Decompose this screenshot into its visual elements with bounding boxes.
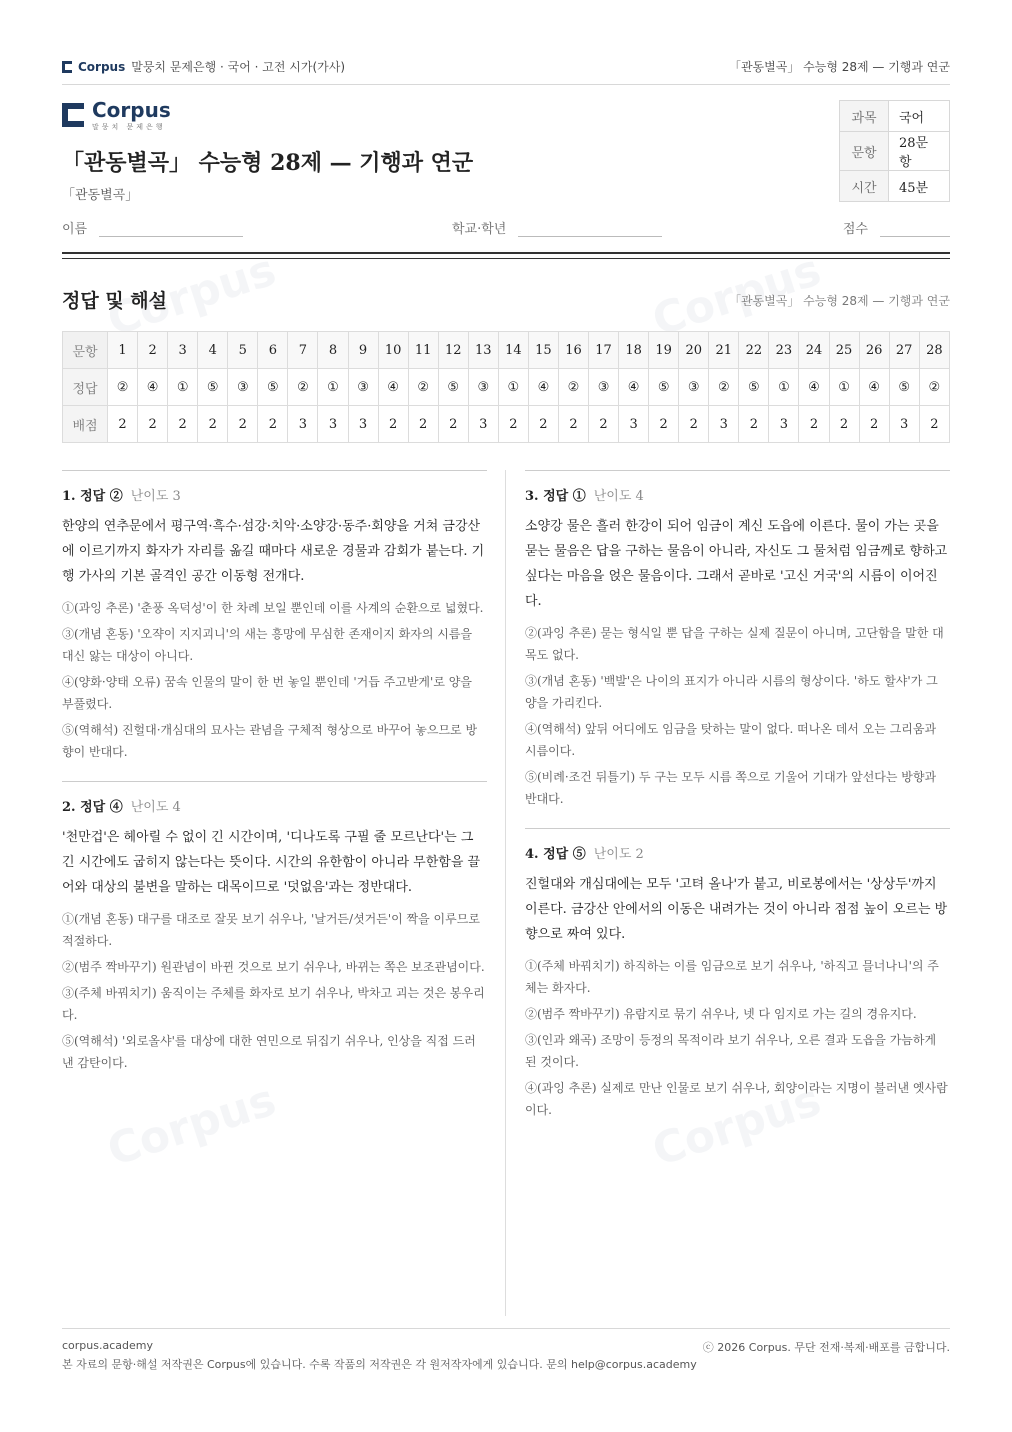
points-cell: 2 [108,406,138,443]
top-bar-doc-title: 「관동별곡」 수능형 28제 — 기행과 연군 [728,60,950,74]
name-field[interactable] [62,218,243,237]
score-label: 점수 [842,222,868,237]
option-note: ③(인과 왜곡) 조망이 등정의 목적이라 보기 쉬우나, 오른 결과 도읍을 가늠하게 된 것이다. [525,1033,937,1069]
name-label: 이름 [62,222,88,237]
question-number-cell: 5 [228,332,258,369]
question-number-cell: 27 [889,332,919,369]
answer-cell: ① [168,369,198,406]
option-note: ②(범주 짝바꾸기) 원관념이 바뀐 것으로 보기 쉬우나, 바뀌는 쪽은 보조관념이다. [62,960,485,974]
footer [62,1328,950,1372]
answer-cell: ⑤ [739,369,769,406]
question-number-cell: 15 [528,332,558,369]
answer-cell: ② [408,369,438,406]
question-answer-head: 3. 정답 ① [525,489,586,504]
points-cell: 2 [138,406,168,443]
meta-row [840,101,950,132]
points-cell: 2 [859,406,889,443]
footer-copyright: ⓒ 2026 Corpus. 무단 전재·복제·배포를 금합니다. [702,1341,950,1354]
meta-row [840,171,950,202]
points-cell: 2 [799,406,829,443]
difficulty-label: 난이도 4 [593,489,644,504]
points-cell: 2 [198,406,228,443]
answer-table-points-row [63,406,950,443]
meta-value: 28문항 [889,132,950,171]
question-number-cell: 26 [859,332,889,369]
row-label: 배점 [63,406,108,443]
header-double-rule [62,252,950,259]
points-cell: 2 [168,406,198,443]
difficulty-label: 난이도 2 [593,847,644,862]
points-cell: 2 [919,406,949,443]
option-note: ①(개념 혼동) 대구를 대조로 잘못 보기 쉬우나, '날거든/셧거든'이 짝을 이루므로 적절하다. [62,912,480,948]
meta-key: 과목 [840,101,889,132]
answer-cell: ⑤ [889,369,919,406]
logo-word: Corpus [92,98,171,122]
answer-cell: ② [558,369,588,406]
top-bar-left [62,58,345,75]
points-cell: 2 [408,406,438,443]
corpus-logo-icon [62,61,72,73]
question-explanation [62,781,487,1074]
question-answer-head: 2. 정답 ④ [62,800,123,815]
column-divider [505,470,506,1316]
meta-key: 문항 [840,132,889,171]
answer-table-number-row [63,332,950,369]
top-bar [62,58,950,85]
student-info-row [62,218,950,238]
answer-cell: ④ [799,369,829,406]
question-number-cell: 10 [378,332,408,369]
meta-value: 45분 [889,171,950,202]
answer-cell: ⑤ [438,369,468,406]
answer-table [62,331,950,443]
option-note: ①(주체 바꿔치기) 하직하는 이를 임금으로 보기 쉬우나, '하직고 믈너나니'의 주체는 화자다. [525,959,939,995]
option-note: ⑤(역해석) 진헐대·개심대의 묘사는 관념을 구체적 형상으로 바꾸어 놓으므로 방향이 반대다. [62,723,478,759]
question-number-cell: 28 [919,332,949,369]
option-note: ③(개념 혼동) '오쟉이 지지괴니'의 새는 흥망에 무심한 존재이지 화자의 시름을 대신 앓는 대상이 아니다. [62,627,473,663]
logo-mark-icon [62,103,84,127]
points-cell: 2 [528,406,558,443]
question-number-cell: 11 [408,332,438,369]
option-note: ④(과잉 추론) 실제로 만난 인물로 보기 쉬우나, 회양이라는 지명이 불러낸 옛사람이다. [525,1081,948,1117]
explanation-text: 진헐대와 개심대에는 모두 '고텨 올나'가 붙고, 비로봉에서는 '상상두'까지 이른다. 금강산 안에서의 이동은 내려가는 것이 아니라 점점 높이 오르는 방향으로 짜여 있다. [525,877,948,942]
question-number-cell: 3 [168,332,198,369]
answer-cell: ② [288,369,318,406]
question-number-cell: 24 [799,332,829,369]
answer-cell: ③ [679,369,709,406]
document-header [62,98,950,203]
logo-subtitle: 말뭉치 문제은행 [92,123,166,131]
answer-cell: ② [108,369,138,406]
option-note: ①(과잉 추론) '춘풍 옥덕성'이 한 차례 보일 뿐인데 이를 사계의 순환으로 넓혔다. [62,601,484,615]
answer-cell: ③ [589,369,619,406]
points-cell: 2 [739,406,769,443]
answer-cell: ④ [138,369,168,406]
option-note: ④(역해석) 앞뒤 어디에도 임금을 탓하는 말이 없다. 떠나온 데서 오는 그리움과 시름이다. [525,722,937,758]
points-cell: 2 [378,406,408,443]
points-cell: 2 [649,406,679,443]
points-cell: 2 [438,406,468,443]
question-number-cell: 23 [769,332,799,369]
points-cell: 2 [679,406,709,443]
answer-cell: ① [769,369,799,406]
points-cell: 3 [468,406,498,443]
option-note: ③(주체 바꿔치기) 움직이는 주체를 화자로 보기 쉬우나, 박차고 괴는 것은 봉우리다. [62,986,485,1022]
question-number-cell: 1 [108,332,138,369]
question-number-cell: 12 [438,332,468,369]
question-number-cell: 14 [498,332,528,369]
option-note: ②(범주 짝바꾸기) 유람지로 묶기 쉬우나, 넷 다 임지로 가는 길의 경유지다. [525,1007,917,1021]
name-blank[interactable] [99,220,243,237]
meta-row [840,132,950,171]
points-cell: 2 [589,406,619,443]
question-number-cell: 13 [468,332,498,369]
explanation-text: '천만겁'은 헤아릴 수 없이 긴 시간이며, '디나도록 구필 줄 모르난다'는 그 긴 시간에도 굽히지 않는다는 뜻이다. 시간의 유한함이 아니라 무한함을 끌어와 대상의 불변을 말하는 대목이므로 '덧없음'과는 정반대다. [62,830,481,895]
question-explanation [525,470,950,810]
logo [62,100,950,132]
explanations-left-column [62,470,487,1092]
answer-cell: ① [318,369,348,406]
difficulty-label: 난이도 3 [130,489,181,504]
points-cell: 2 [228,406,258,443]
points-cell: 3 [709,406,739,443]
meta-table [839,100,950,202]
points-cell: 3 [619,406,649,443]
option-note: ②(과잉 추론) 묻는 형식일 뿐 답을 구하는 실제 질문이 아니며, 고단함을 말한 대목도 없다. [525,626,944,662]
footer-notice: 본 자료의 문항·해설 저작권은 Corpus에 있습니다. 수록 작품의 저작권은 각 원저작자에게 있습니다. 문의 help@corpus.academy [62,1358,697,1371]
answer-cell: ④ [859,369,889,406]
section-doc-title: 「관동별곡」 수능형 28제 — 기행과 연군 [728,294,950,308]
option-note: ③(개념 혼동) '백발'은 나이의 표지가 아니라 시름의 형상이다. '하도 할샤'가 그 양을 가리킨다. [525,674,938,710]
answer-cell: ⑤ [258,369,288,406]
score-blank[interactable] [880,220,950,237]
top-bar-brand: Corpus [78,59,126,74]
row-label: 정답 [63,369,108,406]
question-number-cell: 20 [679,332,709,369]
school-label: 학교·학년 [452,222,507,237]
question-number-cell: 9 [348,332,378,369]
explanation-text: 소양강 물은 흘러 한강이 되어 임금이 계신 도읍에 이른다. 물이 가는 곳을 묻는 물음은 답을 구하는 물음이 아니라, 자신도 그 물처럼 임금께로 향하고 싶다는 마음을 얹은 물음이다. 그래서 곧바로 '고신 거국'의 시름이 이어진다. [525,519,948,609]
meta-key: 시간 [840,171,889,202]
points-cell: 2 [829,406,859,443]
points-cell: 2 [498,406,528,443]
answer-cell: ⑤ [198,369,228,406]
answer-cell: ① [829,369,859,406]
answer-cell: ② [919,369,949,406]
explanations-right-column [525,470,950,1139]
question-number-cell: 17 [589,332,619,369]
points-cell: 3 [318,406,348,443]
question-number-cell: 7 [288,332,318,369]
question-explanation [62,470,487,763]
section-title: 정답 및 해설 [62,290,167,312]
option-note: ④(양화·양태 오류) 꿈속 인물의 말이 한 번 놓일 뿐인데 '거듭 주고받게'로 양을 부풀렸다. [62,675,472,711]
question-number-cell: 6 [258,332,288,369]
option-note: ⑤(역해석) '외로올샤'를 대상에 대한 연민으로 뒤집기 쉬우나, 인상을 직접 드러낸 감탄이다. [62,1034,476,1070]
question-number-cell: 22 [739,332,769,369]
question-number-cell: 8 [318,332,348,369]
document-title: 「관동별곡」 수능형 28제 — 기행과 연군 [62,150,474,176]
row-label: 문항 [63,332,108,369]
answer-cell: ④ [619,369,649,406]
points-cell: 2 [258,406,288,443]
school-field[interactable] [452,218,662,237]
question-explanation [525,828,950,1121]
answer-cell: ③ [468,369,498,406]
answer-cell: ③ [348,369,378,406]
answer-table-answer-row [63,369,950,406]
answer-cell: ④ [378,369,408,406]
question-answer-head: 1. 정답 ② [62,489,123,504]
answer-cell: ① [498,369,528,406]
option-note: ⑤(비례·조건 뒤틀기) 두 구는 모두 시름 쪽으로 기울어 기대가 앞선다는 방향과 반대다. [525,770,937,806]
question-number-cell: 16 [558,332,588,369]
question-number-cell: 19 [649,332,679,369]
difficulty-label: 난이도 4 [130,800,181,815]
meta-value: 국어 [889,101,950,132]
points-cell: 3 [769,406,799,443]
points-cell: 3 [288,406,318,443]
top-bar-path: 말뭉치 문제은행 · 국어 · 고전 시가(가사) [131,60,346,74]
question-number-cell: 21 [709,332,739,369]
points-cell: 3 [348,406,378,443]
answer-cell: ④ [528,369,558,406]
question-answer-head: 4. 정답 ⑤ [525,847,586,862]
points-cell: 3 [889,406,919,443]
school-blank[interactable] [518,220,662,237]
answer-cell: ⑤ [649,369,679,406]
document-subtitle: 「관동별곡」 [62,188,139,203]
question-number-cell: 4 [198,332,228,369]
answer-cell: ② [709,369,739,406]
question-number-cell: 18 [619,332,649,369]
points-cell: 2 [558,406,588,443]
question-number-cell: 2 [138,332,168,369]
footer-site-link[interactable]: corpus.academy [62,1339,153,1352]
answer-cell: ③ [228,369,258,406]
explanation-text: 한양의 연추문에서 평구역·흑수·섬강·치악·소양강·동주·회양을 거쳐 금강산에 이르기까지 화자가 자리를 옮길 때마다 새로운 경물과 감회가 붙는다. 기행 가사의 기본 골격인 공간 이동형 전개다. [62,519,485,584]
question-number-cell: 25 [829,332,859,369]
score-field[interactable] [843,218,950,237]
